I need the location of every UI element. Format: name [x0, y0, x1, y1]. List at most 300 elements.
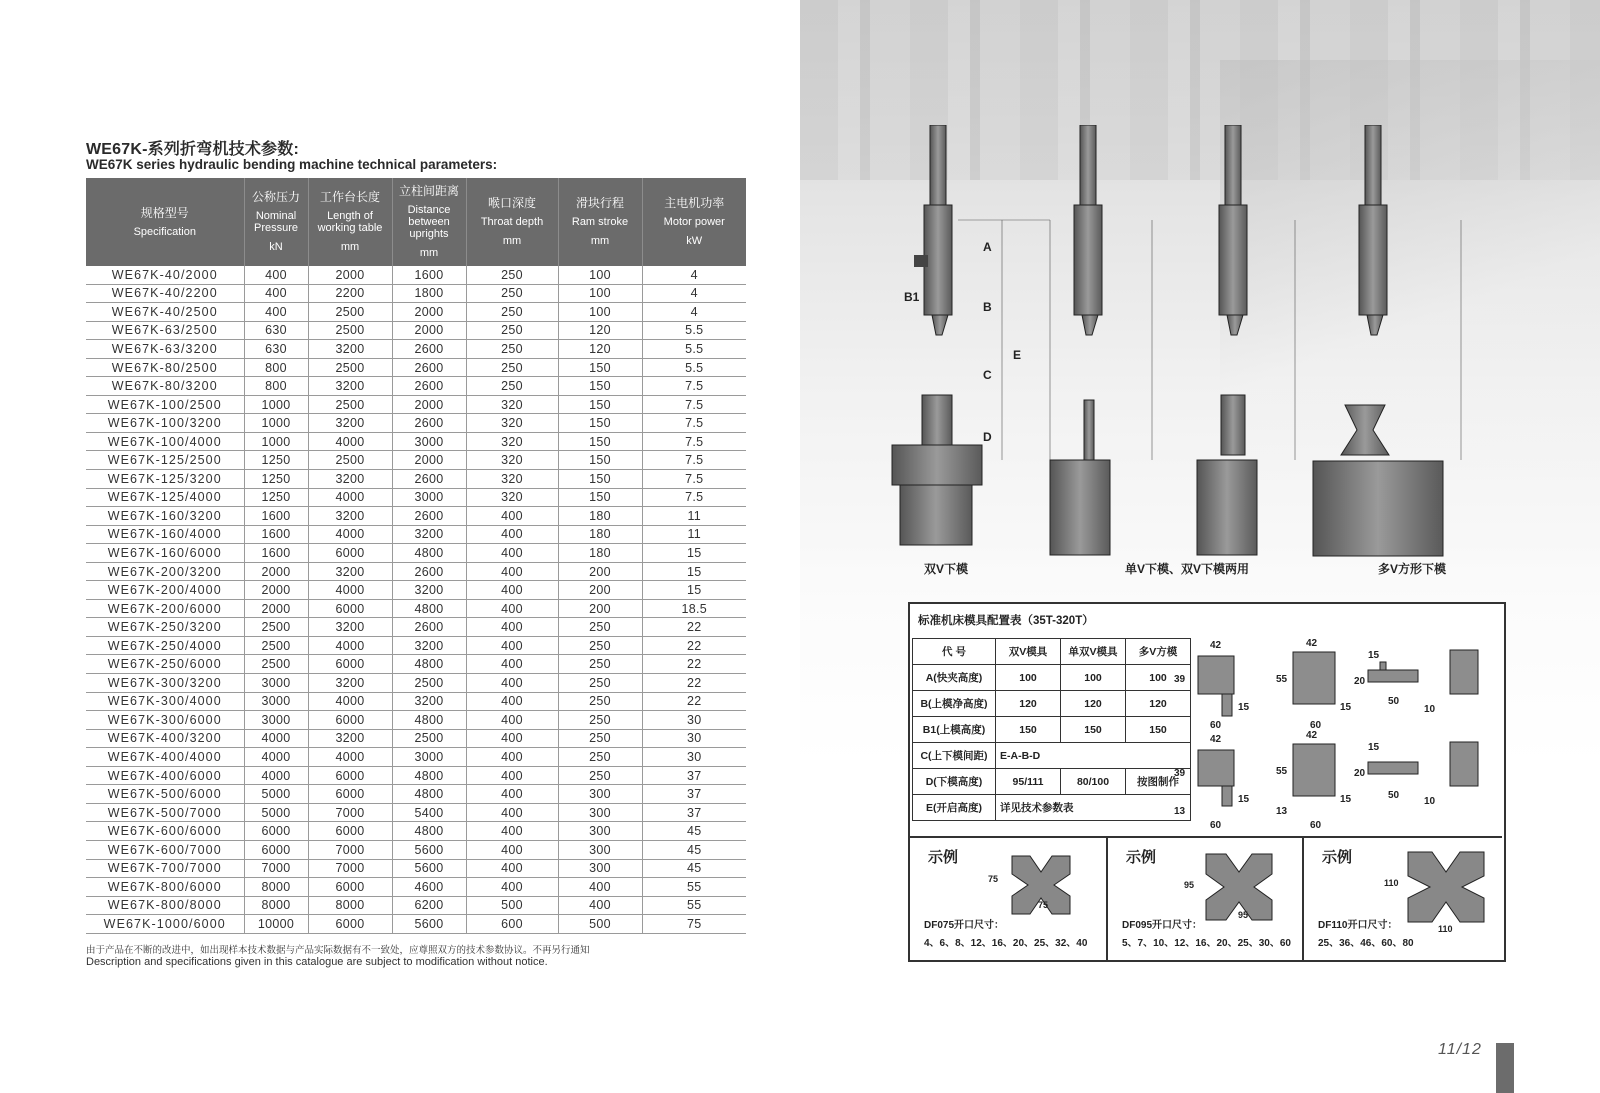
header-en: Nominal Pressure [253, 210, 299, 234]
spec-cell: 5400 [392, 803, 466, 822]
config-row-label: C(上下模间距) [913, 743, 996, 769]
dim-top-55: 55 [1276, 674, 1288, 685]
table-row [86, 266, 746, 284]
spec-cell: 320 [466, 395, 558, 414]
spec-table [86, 178, 746, 934]
spec-cell: 2500 [308, 303, 392, 322]
config-row-label: E(开启高度) [913, 795, 996, 821]
dim-bot-42: 42 [1210, 734, 1222, 745]
spec-cell: 120 [558, 321, 642, 340]
spec-cell: 150 [558, 377, 642, 396]
spec-cell: 400 [466, 636, 558, 655]
spec-cell: 3200 [392, 692, 466, 711]
spec-cell: 3200 [392, 525, 466, 544]
die-profiles [1168, 632, 1504, 834]
tooling-config-panel [908, 602, 1506, 962]
spec-cell: 3000 [244, 674, 308, 693]
spec-cell: 22 [642, 636, 746, 655]
dim-label-b: B [983, 300, 992, 314]
dim-label-b1: B1 [904, 290, 920, 304]
model-cell: WE67K-500/6000 [86, 785, 244, 804]
spec-cell: 3000 [392, 748, 466, 767]
spec-cell: 2500 [308, 321, 392, 340]
spec-cell: 150 [558, 470, 642, 489]
dim-bot-60: 60 [1210, 820, 1222, 831]
config-cell: 150 [996, 717, 1061, 743]
spec-cell: 3000 [244, 692, 308, 711]
spec-cell: 400 [466, 729, 558, 748]
spec-cell: 5.5 [642, 340, 746, 359]
model-cell: WE67K-80/3200 [86, 377, 244, 396]
spec-cell: 2000 [392, 395, 466, 414]
spec-cell: 15 [642, 544, 746, 563]
table-row [86, 655, 746, 674]
example-df110 [1304, 836, 1502, 960]
spec-cell: 1000 [244, 432, 308, 451]
spec-cell: 3200 [308, 414, 392, 433]
note-cn: 由于产品在不断的改进中，如出现样本技术数据与产品实际数据有不一致处，应尊照双方的技术参数协议。不再另行通知 [86, 945, 590, 956]
spec-cell: 55 [642, 878, 746, 897]
dim-bot-39: 39 [1174, 768, 1186, 779]
spec-cell: 4000 [244, 729, 308, 748]
spec-cell: 2500 [244, 618, 308, 637]
header-cn: 滑块行程 [575, 196, 624, 210]
table-row [86, 840, 746, 859]
model-cell: WE67K-160/3200 [86, 507, 244, 526]
spec-cell: 8000 [244, 878, 308, 897]
spec-cell: 7000 [308, 803, 392, 822]
spec-cell: 400 [466, 859, 558, 878]
dim-top-39: 39 [1174, 674, 1186, 685]
spec-cell: 250 [558, 766, 642, 785]
spec-cell: 3200 [392, 581, 466, 600]
spec-cell: 1600 [244, 544, 308, 563]
tooling-column-2 [1050, 125, 1152, 555]
spec-cell: 37 [642, 785, 746, 804]
dim-bot-10: 10 [1424, 796, 1436, 807]
example-title: 示例 [1322, 849, 1353, 866]
spec-cell: 400 [558, 896, 642, 915]
spec-cell: 320 [466, 451, 558, 470]
caption-multi-v: 多V方形下模 [1378, 562, 1447, 576]
spec-cell: 250 [558, 729, 642, 748]
spec-cell: 100 [558, 303, 642, 322]
spec-cell: 6000 [244, 840, 308, 859]
config-header-code: 代 号 [913, 639, 996, 665]
spec-cell: 4000 [308, 581, 392, 600]
spec-cell: 250 [466, 303, 558, 322]
config-cell: 按图制作 [1126, 769, 1191, 795]
table-row [86, 803, 746, 822]
dim-label-a: A [983, 240, 992, 254]
spec-cell: 300 [558, 822, 642, 841]
spec-cell: 400 [466, 878, 558, 897]
dim-bot-13b: 13 [1276, 806, 1288, 817]
spec-cell: 4000 [308, 692, 392, 711]
dim-bot-20: 20 [1354, 768, 1366, 779]
model-cell: WE67K-40/2000 [86, 266, 244, 284]
spec-cell: 600 [466, 915, 558, 934]
page-number: 11/12 [1438, 1041, 1482, 1058]
spec-cell: 15 [642, 562, 746, 581]
spec-cell: 3200 [308, 674, 392, 693]
config-cell: 120 [1061, 691, 1126, 717]
dim-top-42b: 42 [1306, 638, 1318, 649]
spec-cell: 1000 [244, 395, 308, 414]
config-cell: 150 [1061, 717, 1126, 743]
example-width: 95 [1238, 910, 1249, 920]
spec-cell: 4000 [308, 488, 392, 507]
model-cell: WE67K-125/3200 [86, 470, 244, 489]
spec-cell: 3200 [308, 618, 392, 637]
spec-cell: 400 [466, 655, 558, 674]
spec-cell: 2000 [392, 451, 466, 470]
model-cell: WE67K-250/4000 [86, 636, 244, 655]
spec-cell: 3200 [308, 470, 392, 489]
spec-cell: 180 [558, 544, 642, 563]
dim-label-c: C [983, 368, 992, 382]
tooling-column-3 [1197, 125, 1295, 555]
spec-cell: 6000 [308, 599, 392, 618]
table-row [86, 859, 746, 878]
spec-cell: 300 [558, 840, 642, 859]
spec-cell: 2500 [308, 451, 392, 470]
spec-cell: 2600 [392, 340, 466, 359]
header-cn: 立柱间距离 [398, 184, 459, 198]
spec-cell: 18.5 [642, 599, 746, 618]
header-en: Ram stroke [571, 216, 629, 228]
spec-cell: 6000 [308, 915, 392, 934]
config-table [912, 638, 1191, 821]
spec-cell: 7000 [244, 859, 308, 878]
spec-header-col-4 [466, 178, 558, 266]
spec-cell: 11 [642, 525, 746, 544]
spec-cell: 400 [466, 711, 558, 730]
spec-cell: 4000 [244, 766, 308, 785]
header-cn: 喉口深度 [487, 196, 536, 210]
table-row [86, 748, 746, 767]
header-en: Specification [133, 226, 196, 238]
spec-cell: 150 [558, 488, 642, 507]
spec-cell: 250 [466, 358, 558, 377]
table-row [86, 432, 746, 451]
example-label: DF095开口尺寸： [1122, 920, 1203, 931]
dim-bot-15b: 15 [1340, 794, 1352, 805]
spec-cell: 6000 [308, 785, 392, 804]
spec-cell: 800 [244, 377, 308, 396]
table-row [86, 284, 746, 303]
config-header-single-double-v: 单双V模具 [1061, 639, 1126, 665]
spec-cell: 3200 [308, 507, 392, 526]
title-en: WE67K series hydraulic bending machine technical parameters: [86, 157, 498, 172]
spec-cell: 8000 [244, 896, 308, 915]
spec-cell: 250 [558, 674, 642, 693]
spec-cell: 4800 [392, 599, 466, 618]
config-header-multi-v: 多V方模 [1126, 639, 1191, 665]
header-en: Distance between uprights [407, 204, 451, 240]
spec-cell: 200 [558, 599, 642, 618]
spec-cell: 5.5 [642, 358, 746, 377]
table-row [86, 785, 746, 804]
spec-cell: 7.5 [642, 432, 746, 451]
model-cell: WE67K-125/4000 [86, 488, 244, 507]
spec-cell: 250 [466, 377, 558, 396]
spec-cell: 11 [642, 507, 746, 526]
spec-cell: 400 [466, 748, 558, 767]
tooling-diagram [880, 125, 1500, 585]
header-en: Length of working table [317, 210, 383, 234]
config-cell: 100 [1061, 665, 1126, 691]
spec-cell: 6000 [308, 766, 392, 785]
dim-bot-15: 15 [1238, 794, 1250, 805]
spec-cell: 7.5 [642, 377, 746, 396]
spec-cell: 1250 [244, 470, 308, 489]
dim-bot-60b: 60 [1310, 820, 1322, 831]
spec-cell: 150 [558, 451, 642, 470]
model-cell: WE67K-300/4000 [86, 692, 244, 711]
config-cell: 95/111 [996, 769, 1061, 795]
example-sizes: 4、6、8、12、16、20、25、32、40 [924, 938, 1088, 949]
model-cell: WE67K-160/4000 [86, 525, 244, 544]
spec-header-col-6 [642, 178, 746, 266]
table-row [86, 395, 746, 414]
spec-cell: 7000 [308, 859, 392, 878]
spec-cell: 400 [466, 525, 558, 544]
spec-cell: 400 [466, 785, 558, 804]
dim-bot-55: 55 [1276, 766, 1288, 777]
config-cell: 80/100 [1061, 769, 1126, 795]
spec-cell: 2500 [308, 395, 392, 414]
model-cell: WE67K-500/7000 [86, 803, 244, 822]
config-cell: 100 [1126, 665, 1191, 691]
dim-top-15: 15 [1238, 702, 1250, 713]
model-cell: WE67K-600/7000 [86, 840, 244, 859]
spec-cell: 37 [642, 766, 746, 785]
config-cell: E-A-B-D [996, 743, 1191, 769]
config-cell: 150 [1126, 717, 1191, 743]
spec-cell: 2000 [244, 562, 308, 581]
example-width: 110 [1438, 924, 1453, 934]
spec-cell: 800 [244, 358, 308, 377]
spec-cell: 400 [244, 284, 308, 303]
table-row [86, 599, 746, 618]
spec-cell: 4800 [392, 655, 466, 674]
example-height: 110 [1384, 878, 1399, 888]
spec-cell: 500 [466, 896, 558, 915]
model-cell: WE67K-40/2200 [86, 284, 244, 303]
table-row [86, 451, 746, 470]
spec-cell: 4000 [308, 525, 392, 544]
spec-cell: 8000 [308, 896, 392, 915]
dim-top-60: 60 [1210, 720, 1222, 731]
spec-cell: 2000 [392, 321, 466, 340]
spec-cell: 400 [466, 803, 558, 822]
spec-cell: 22 [642, 618, 746, 637]
spec-cell: 1600 [392, 266, 466, 284]
spec-cell: 400 [466, 544, 558, 563]
model-cell: WE67K-200/3200 [86, 562, 244, 581]
spec-cell: 2500 [392, 729, 466, 748]
header-unit: kN [269, 241, 283, 253]
spec-cell: 2500 [244, 636, 308, 655]
spec-cell: 250 [466, 284, 558, 303]
spec-cell: 150 [558, 358, 642, 377]
spec-cell: 250 [466, 321, 558, 340]
spec-cell: 4 [642, 266, 746, 284]
example-label: DF110开口尺寸： [1318, 920, 1398, 931]
spec-cell: 2000 [392, 303, 466, 322]
spec-cell: 22 [642, 655, 746, 674]
spec-cell: 7.5 [642, 470, 746, 489]
spec-cell: 4800 [392, 785, 466, 804]
spec-cell: 2600 [392, 470, 466, 489]
config-cell: 120 [996, 691, 1061, 717]
caption-double-v: 双V下模 [924, 562, 969, 576]
spec-cell: 2500 [308, 358, 392, 377]
table-row [86, 915, 746, 934]
spec-cell: 1000 [244, 414, 308, 433]
table-row [86, 544, 746, 563]
header-unit: mm [502, 235, 522, 247]
table-row [86, 414, 746, 433]
model-cell: WE67K-160/6000 [86, 544, 244, 563]
table-row [86, 896, 746, 915]
spec-cell: 200 [558, 562, 642, 581]
spec-cell: 6000 [244, 822, 308, 841]
spec-cell: 4800 [392, 544, 466, 563]
spec-cell: 5600 [392, 859, 466, 878]
spec-cell: 22 [642, 674, 746, 693]
header-unit: mm [419, 247, 439, 259]
spec-cell: 3200 [308, 340, 392, 359]
spec-cell: 400 [466, 562, 558, 581]
table-row [86, 692, 746, 711]
model-cell: WE67K-100/4000 [86, 432, 244, 451]
spec-cell: 150 [558, 432, 642, 451]
spec-cell: 7.5 [642, 488, 746, 507]
model-cell: WE67K-300/3200 [86, 674, 244, 693]
table-row [86, 562, 746, 581]
spec-cell: 5000 [244, 803, 308, 822]
spec-cell: 4600 [392, 878, 466, 897]
spec-table-body [86, 266, 746, 933]
table-row [86, 878, 746, 897]
spec-cell: 400 [466, 822, 558, 841]
spec-cell: 320 [466, 470, 558, 489]
spec-cell: 10000 [244, 915, 308, 934]
spec-cell: 250 [558, 692, 642, 711]
model-cell: WE67K-40/2500 [86, 303, 244, 322]
spec-cell: 250 [558, 618, 642, 637]
tooling-column-4 [1313, 125, 1461, 556]
spec-cell: 6200 [392, 896, 466, 915]
example-sizes: 5、7、10、12、16、20、25、30、60 [1122, 938, 1291, 949]
spec-cell: 1600 [244, 507, 308, 526]
model-cell: WE67K-400/3200 [86, 729, 244, 748]
header-cn: 公称压力 [251, 190, 300, 204]
spec-cell: 5600 [392, 915, 466, 934]
spec-cell: 2600 [392, 414, 466, 433]
spec-cell: 2200 [308, 284, 392, 303]
table-row [86, 525, 746, 544]
header-en: Throat depth [480, 216, 544, 228]
dim-top-20: 20 [1354, 676, 1366, 687]
spec-cell: 250 [558, 711, 642, 730]
table-row [86, 377, 746, 396]
header-en: Motor power [663, 216, 725, 228]
spec-cell: 3200 [308, 562, 392, 581]
model-cell: WE67K-800/8000 [86, 896, 244, 915]
spec-cell: 6000 [308, 655, 392, 674]
config-row-label: B1(上模高度) [913, 717, 996, 743]
example-height: 95 [1184, 880, 1195, 890]
spec-table-header [86, 178, 746, 266]
spec-cell: 4 [642, 303, 746, 322]
spec-cell: 180 [558, 525, 642, 544]
table-row [86, 618, 746, 637]
spec-cell: 2000 [244, 599, 308, 618]
spec-cell: 22 [642, 692, 746, 711]
spec-cell: 150 [558, 395, 642, 414]
spec-header-col-2 [308, 178, 392, 266]
dim-top-10: 10 [1424, 704, 1436, 715]
spec-header-col-3 [392, 178, 466, 266]
config-cell: 120 [1126, 691, 1191, 717]
spec-cell: 3200 [308, 377, 392, 396]
spec-cell: 2600 [392, 358, 466, 377]
spec-cell: 1250 [244, 451, 308, 470]
config-row-label: A(快夹高度) [913, 665, 996, 691]
spec-cell: 400 [466, 766, 558, 785]
spec-cell: 400 [466, 581, 558, 600]
spec-cell: 37 [642, 803, 746, 822]
spec-cell: 100 [558, 284, 642, 303]
spec-cell: 150 [558, 414, 642, 433]
example-label: DF075开口尺寸： [924, 920, 1005, 931]
spec-cell: 2600 [392, 562, 466, 581]
spec-cell: 6000 [308, 544, 392, 563]
spec-cell: 300 [558, 785, 642, 804]
spec-cell: 630 [244, 340, 308, 359]
example-width: 75 [1038, 900, 1049, 910]
spec-cell: 100 [558, 266, 642, 284]
dim-top-42: 42 [1210, 640, 1222, 651]
dim-top-15b: 15 [1340, 702, 1352, 713]
spec-header-col-1 [244, 178, 308, 266]
spec-cell: 7.5 [642, 451, 746, 470]
model-cell: WE67K-800/6000 [86, 878, 244, 897]
spec-cell: 1600 [244, 525, 308, 544]
header-unit: mm [340, 241, 360, 253]
header-cn: 主电机功率 [664, 196, 725, 210]
spec-cell: 5000 [244, 785, 308, 804]
tooling-column-1 [892, 125, 1050, 545]
spec-cell: 6000 [308, 711, 392, 730]
spec-cell: 4000 [308, 748, 392, 767]
dim-label-e: E [1013, 348, 1022, 362]
spec-cell: 55 [642, 896, 746, 915]
spec-cell: 2500 [392, 674, 466, 693]
spec-cell: 2000 [308, 266, 392, 284]
config-cell: 100 [996, 665, 1061, 691]
model-cell: WE67K-300/6000 [86, 711, 244, 730]
spec-cell: 320 [466, 414, 558, 433]
spec-cell: 7.5 [642, 414, 746, 433]
model-cell: WE67K-80/2500 [86, 358, 244, 377]
spec-cell: 630 [244, 321, 308, 340]
spec-cell: 5600 [392, 840, 466, 859]
spec-cell: 400 [466, 840, 558, 859]
